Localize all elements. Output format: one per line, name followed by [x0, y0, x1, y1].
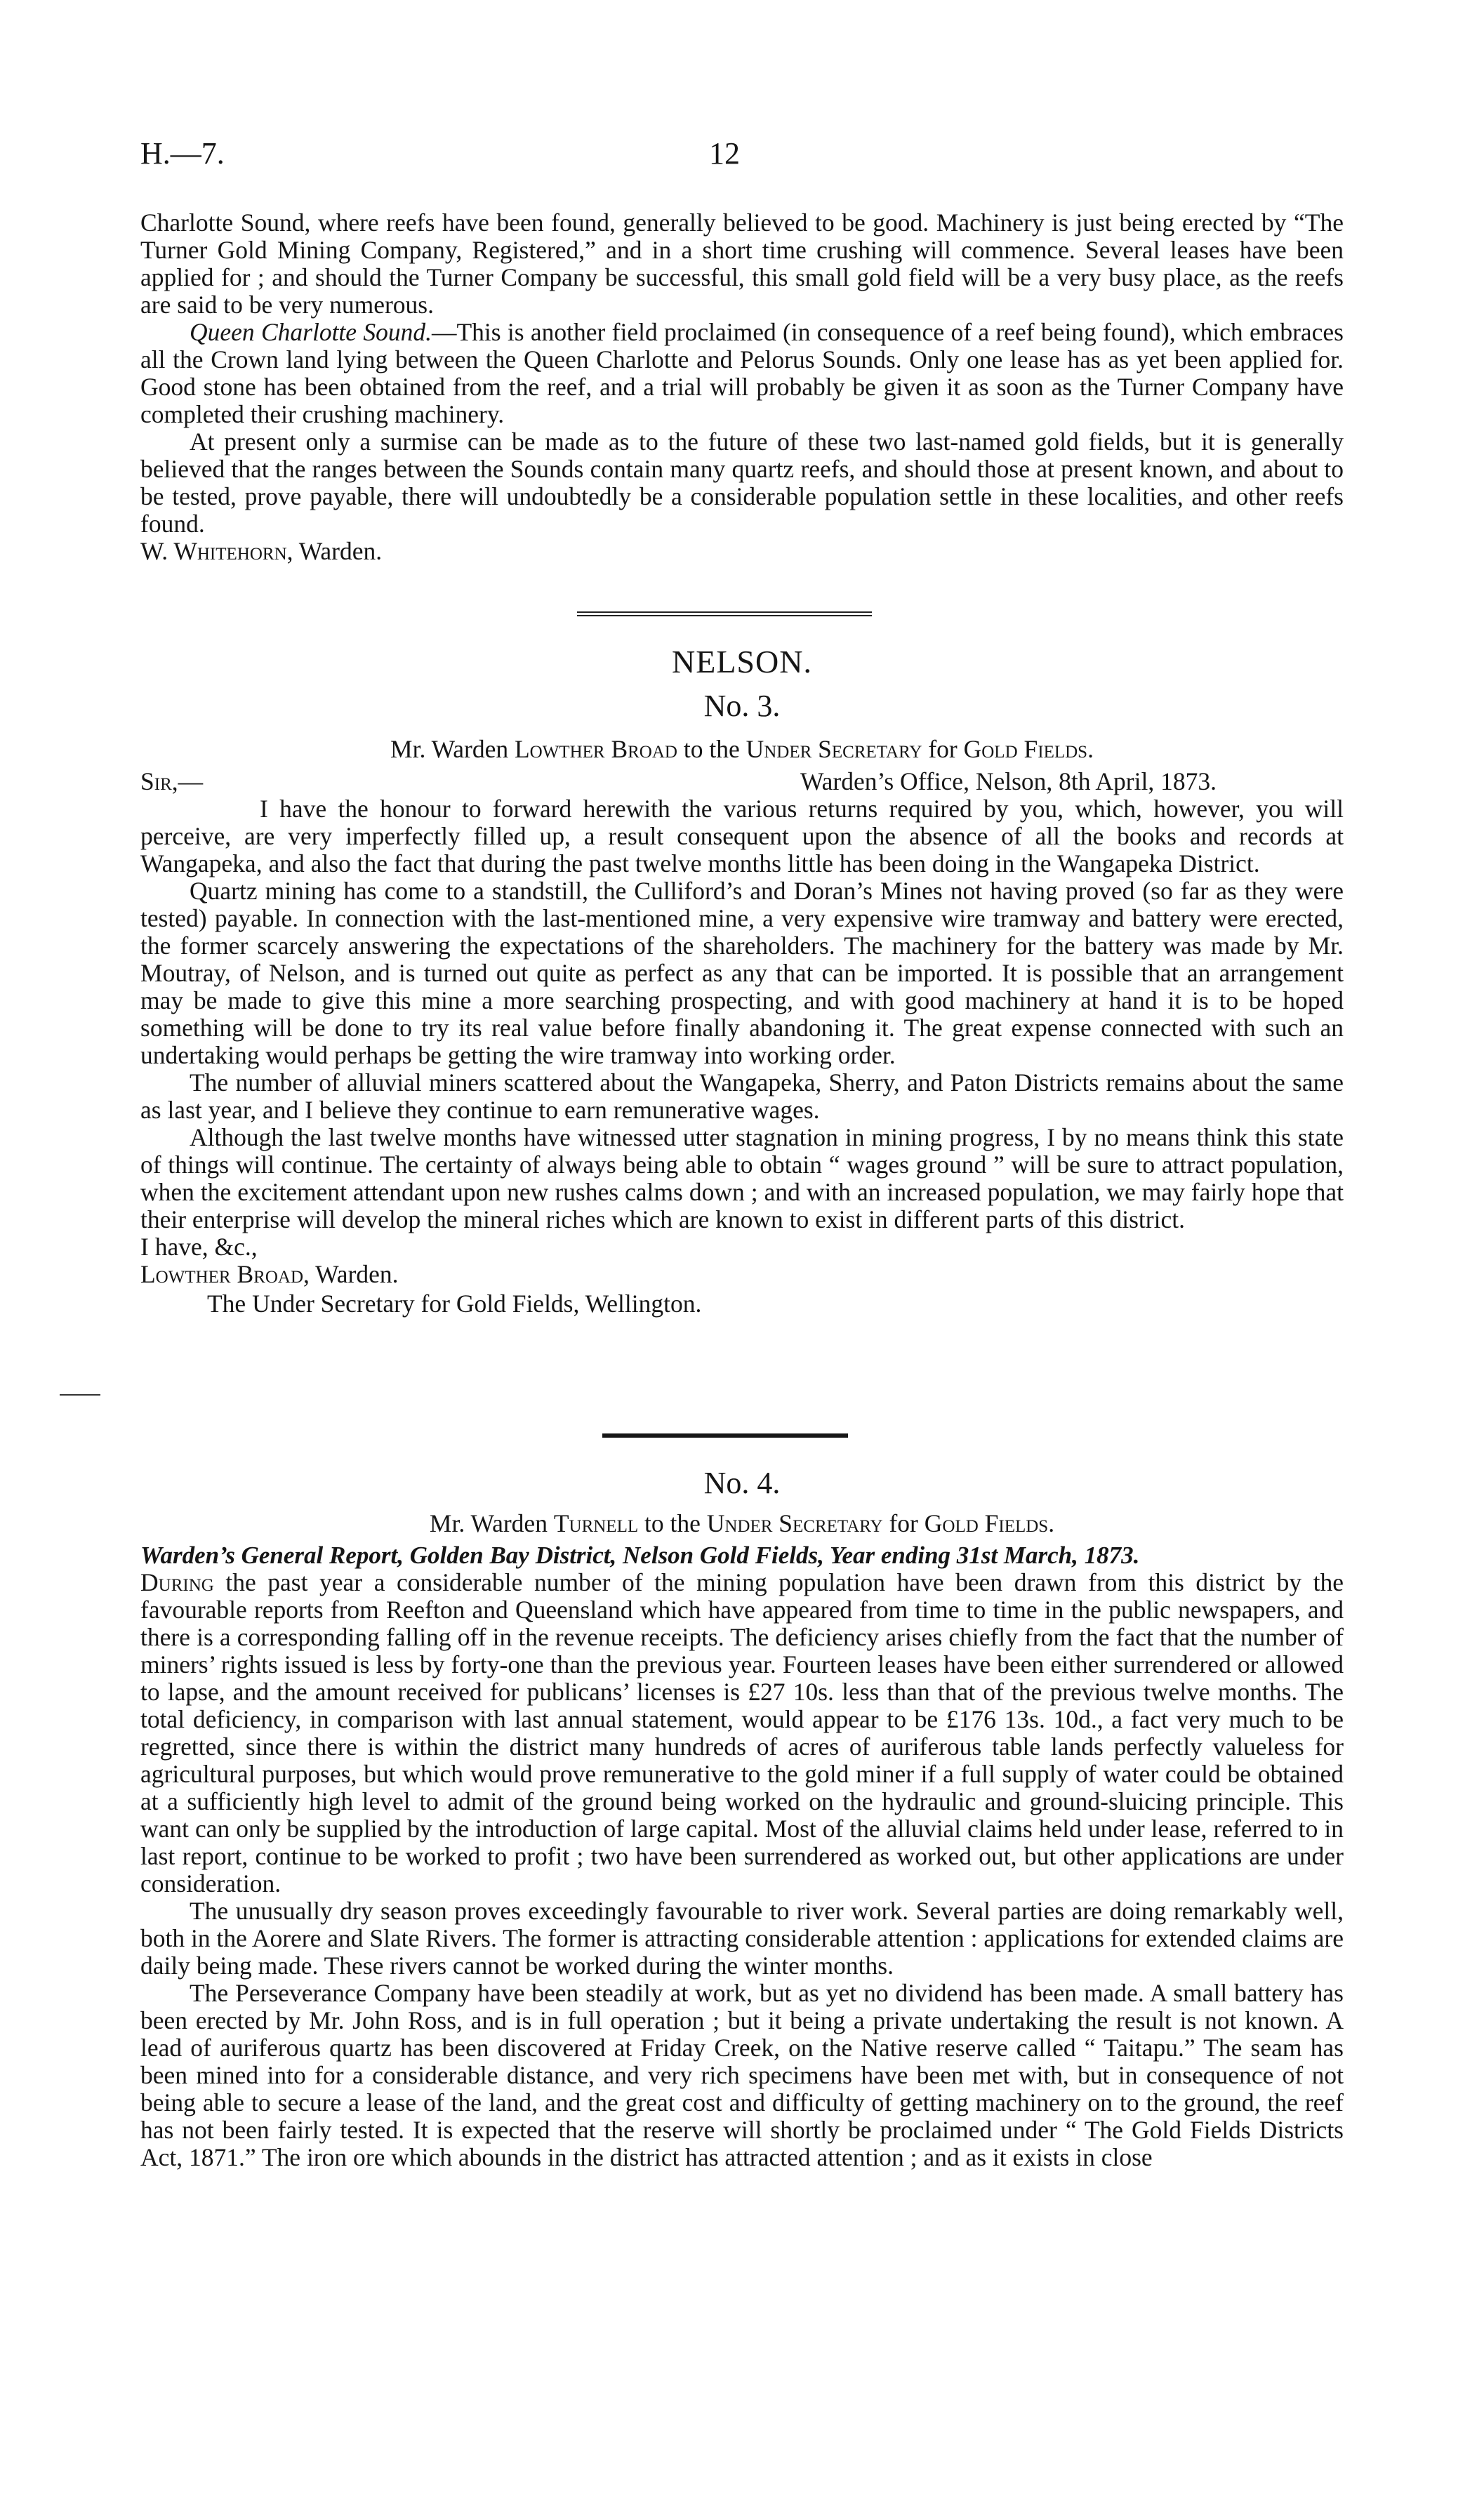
report-title: Warden’s General Report, Golden Bay District, Nelson Gold Fields, Year ending 31st March, 1873. [140, 1542, 1140, 1569]
closing: I have, &c., [140, 1233, 258, 1261]
letter-dateline-row [140, 768, 1344, 795]
dateline: Warden’s Office, Nelson, 8th April, 1873. [800, 767, 1217, 795]
fields-label: Gold Fields. [963, 735, 1094, 763]
paragraph-lead-caps: During [140, 1568, 214, 1596]
document-number: No. 4. [703, 1466, 781, 1500]
paragraph [140, 319, 1344, 428]
signature [140, 1261, 1344, 1288]
paragraph: Although the last twelve months have witnessed utter stagnation in mining progress, I by no means think this state of things will continue. The certainty of always being able to obtain “ wages ground ” will be sure to attract population, when the excitement attendant upon new rushes calms down ; and with an increased population, we may fairly hope that their enterprise will develop the mineral riches which are known to exist in different parts of this district. [140, 1123, 1344, 1233]
correspondence-header [0, 734, 1484, 764]
signature-name: W. Whitehorn [140, 537, 287, 565]
paragraph: Quartz mining has come to a standstill, the Culliford’s and Doran’s Mines not having proved (so far as they were tested) payable. In connection with the last-mentioned mine, a very expensive wire tramway and battery were erected, the former scarcely answering the expectations of the shareholders. The machinery for the battery was made by Mr. Moutray, of Nelson, and is turned out quite as perfect as any that can be imported. It is possible that an arrangement may be made to give this mine a more searching prospecting, and with good machinery at hand it is to be hoped something will be done to try its real value before finally abandoning it. The great expense connected with such an undertaking would perhaps be getting the wire tramway into working order. [140, 877, 1344, 1069]
text: Mr. Warden [429, 1509, 554, 1537]
text: for [922, 735, 964, 763]
paragraph: At present only a surmise can be made as to the future of these two last-named gold fields, but it is generally believed that the ranges between the Sounds contain many quartz reefs, and should those at present known, and about to be tested, prove payable, there will undoubtedly be a considerable population settle in these localities, and other reefs found. [140, 428, 1344, 538]
paragraph: The number of alluvial miners scattered about the Wangapeka, Sherry, and Paton Districts remains about the same as last year, and I believe they continue to earn remunerative wages. [140, 1068, 1344, 1124]
recipient-title: Under Secretary [746, 735, 922, 763]
signature-title: , Warden. [286, 537, 383, 565]
text: to the [638, 1509, 707, 1537]
continued-report-section [140, 209, 1344, 565]
document-number: No. 3. [703, 689, 781, 723]
report-body [140, 1542, 1344, 2171]
letter-body [140, 768, 1344, 1318]
warden-name: Turnell [553, 1509, 639, 1537]
section-heading: NELSON. [672, 644, 812, 680]
fields-label: Gold Fields. [924, 1509, 1055, 1537]
salutation: Sir,— [140, 767, 204, 795]
section-divider [577, 611, 872, 616]
text: to the [677, 735, 746, 763]
page-number: 12 [709, 136, 740, 171]
document-reference: H.—7. [140, 136, 225, 171]
paragraph: The Perseverance Company have been steadily at work, but as yet no dividend has been made. A small battery has been erected by Mr. John Ross, and is in full operation ; but it being a private undertaking the result is not known. A lead of auriferous quartz has been discovered at Friday Creek, on the Native reserve called “ Taitapu.” The seam has been mined into for a considerable distance, and very rich specimens have been met with, but in consequence of not being able to secure a lease of the land, and the great cost and difficulty of getting machinery on to the ground, the reef has not been fairly tested. It is expected that the reserve will shortly be proclaimed under “ The Gold Fields Districts Act, 1871.” The iron ore which abounds in the district has attracted attention ; and as it exists in close [140, 1979, 1344, 2171]
section-divider [602, 1433, 848, 1438]
signature-title: , Warden. [303, 1260, 399, 1288]
paragraph: The unusually dry season proves exceedingly favourable to river work. Several parties are doing remarkably well, both in the Aorere and Slate Rivers. The former is attracting considerable attention : applications for extended claims are daily being made. These rivers cannot be worked during the winter months. [140, 1897, 1344, 1980]
paragraph: Charlotte Sound, where reefs have been found, generally believed to be good. Machinery is just being erected by “The Turner Gold Mining Company, Registered,” and in a short time crushing will commence. Several leases have been applied for ; and should the Turner Company be successful, this small gold field will be a very busy place, as the reefs are said to be very numerous. [140, 208, 1344, 319]
signature [140, 538, 1344, 565]
signature-name: Lowther Broad [140, 1260, 303, 1288]
paragraph-lead-italic: Queen Charlotte Sound. [190, 318, 432, 346]
correspondence-header [0, 1509, 1484, 1538]
margin-mark [60, 1394, 100, 1396]
paragraph-body: the past year a considerable number of the mining population have been drawn from this district by the favourable reports from Reefton and Queensland which have appeared from time to time in the public newspapers, and there is a corresponding falling off in the revenue receipts. The deficiency arises chiefly from the fact that the number of miners’ rights issued is less by forty-one than the previous year. Fourteen leases have been either surrendered or allowed to lapse, and the amount received for publicans’ licenses is £27 10s. less than that of the previous twelve months. The total deficiency, in comparison with last annual statement, would appear to be £176 13s. 10d., a fact very much to be regretted, since there is within the district many hundreds of acres of auriferous table lands perfectly valueless for agricultural purposes, but which would prove remunerative to the gold miner if a full supply of water could be obtained at a sufficiently high level to admit of the ground being worked on the hydraulic and ground-sluicing principle. This want can only be supplied by the introduction of large capital. Most of the alluvial claims held under lease, referred to in last report, continue to be worked to profit ; two have been surrendered as worked out, but other applications are under consideration. [140, 1568, 1344, 1897]
text: for [882, 1509, 925, 1537]
text: Mr. Warden [390, 735, 515, 763]
paragraph [140, 1569, 1344, 1897]
paragraph-body: —This is another field proclaimed (in consequence of a reef being found), which embraces all the Crown land lying between the Queen Charlotte and Pelorus Sounds. Only one lease has as yet been applied for. Good stone has been obtained from the reef, and a trial will probably be given it as soon as the Turner Company have completed their crushing machinery. [140, 318, 1344, 428]
paragraph: I have the honour to forward herewith the various returns required by you, which, however, you will perceive, are very imperfectly filled up, a result consequent upon the absence of all the books and records at Wangapeka, and also the fact that during the past twelve months little has been doing in the Wangapeka District. [140, 795, 1344, 877]
addressee: The Under Secretary for Gold Fields, Wellington. [207, 1290, 702, 1318]
recipient-title: Under Secretary [706, 1509, 883, 1537]
warden-name: Lowther Broad [514, 735, 677, 763]
